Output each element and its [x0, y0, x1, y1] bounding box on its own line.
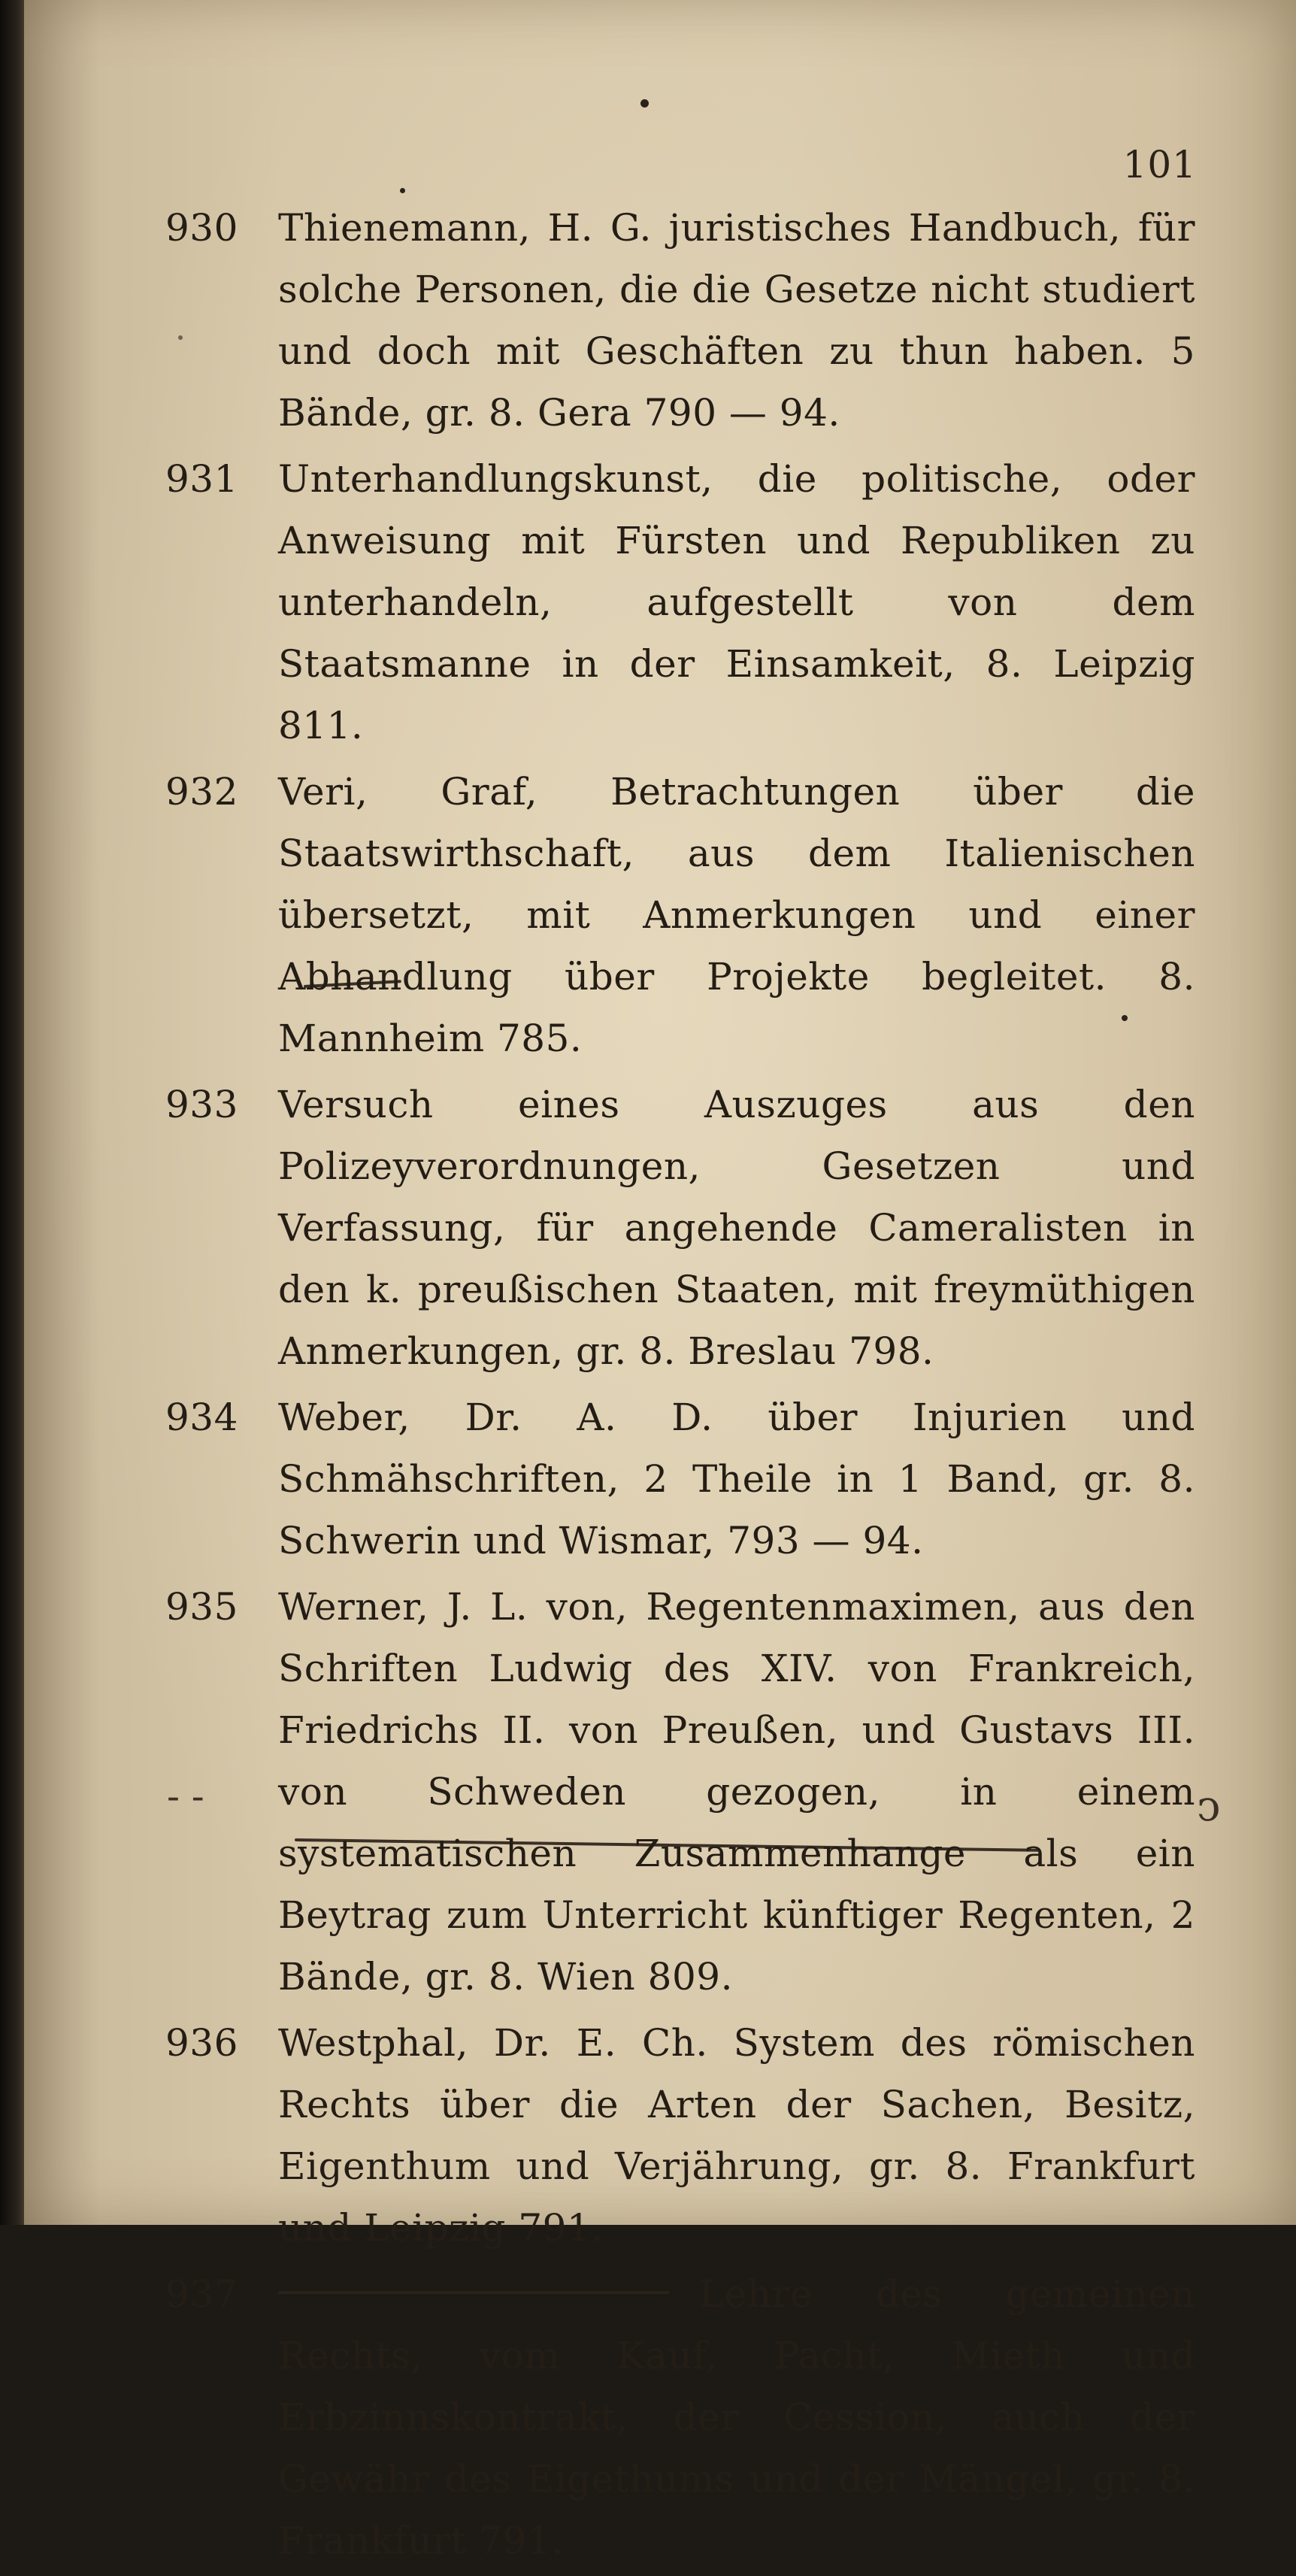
catalog-entry	[165, 1074, 1195, 1382]
catalog-entry	[165, 1386, 1195, 1571]
entry-text: Thienemann, H. G. juristisches Handbuch, für solche Personen, die die Gesetze nicht studiert und doch mit Geschäften zu thun haben. 5 Bände, gr. 8. Gera 790 — 94.	[278, 206, 1195, 435]
entry-text: Veri, Graf, Betrachtungen über die Staatswirthschaft, aus dem Italienischen übersetzt, mit Anmerkungen und einer Abhandlung über Projekte begleitet. 8. Mannheim 785.	[278, 770, 1195, 1060]
margin-squiggle-mark: ↄ	[1197, 1782, 1221, 1831]
entry-number: 931	[165, 457, 238, 501]
ink-speck	[640, 99, 649, 108]
entry-number: 932	[165, 770, 238, 814]
entry-text: Westphal, Dr. E. Ch. System des römischen Rechts über die Arten der Sachen, Besitz, Eigenthum und Verjährung, gr. 8. Frankfurt und Leipzig 791.	[278, 2021, 1195, 2250]
ink-speck	[400, 188, 405, 193]
entry-number: 936	[165, 2021, 238, 2065]
page-number: 101	[1122, 143, 1197, 186]
entry-text: Versuch eines Auszuges aus den Polizeyverordnungen, Gesetzen und Verfassung, für angehende Cameralisten in den k. preußischen Staaten, mit freymüthigen Anmerkungen, gr. 8. Breslau 798.	[278, 1083, 1195, 1373]
entry-text: Werner, J. L. von, Regentenmaximen, aus den Schriften Ludwig des XIV. von Frankreich, Friedrichs II. von Preußen, und Gustavs III. von Schweden gezogen, in einem systematischen Zusammenhange als ein Beytrag zum Unterricht künftiger Regenten, 2 Bände, gr. 8. Wien 809.	[278, 1585, 1195, 1999]
margin-dash-mark: ‐ ‐	[167, 1774, 204, 1818]
catalog-entry	[165, 2012, 1195, 2259]
entry-number: 937	[165, 2272, 238, 2316]
entry-text: Lehre des gemeinen Rechts, vom Kauf, Pacht, Mieth und Erbzinnskontrakt, der Cession, auch der Gewähr des Eigethums und der Mängel, gr. 8. Frankfurt 791.	[278, 2272, 1195, 2562]
entry-text: Weber, Dr. A. D. über Injurien und Schmähschriften, 2 Theile in 1 Band, gr. 8. Schwerin und Wismar, 793 — 94.	[278, 1396, 1195, 1562]
catalog-entry	[165, 2263, 1195, 2571]
entry-text: Unterhandlungskunst, die politische, oder Anweisung mit Fürsten und Republiken zu unterhandeln, aufgestellt von dem Staatsmanne in der Einsamkeit, 8. Leipzig 811.	[278, 457, 1195, 747]
book-page	[24, 0, 1296, 2562]
entry-number: 935	[165, 1585, 238, 1629]
catalog-entry	[165, 197, 1195, 444]
ditto-dash	[278, 2291, 669, 2294]
catalog-entry	[165, 1576, 1195, 2008]
catalog-entry	[165, 761, 1195, 1069]
catalog-entry	[165, 448, 1195, 756]
entry-number: 930	[165, 206, 238, 250]
catalog-entry-list	[165, 197, 1195, 2576]
entry-number: 934	[165, 1396, 238, 1439]
entry-number: 933	[165, 1083, 238, 1126]
